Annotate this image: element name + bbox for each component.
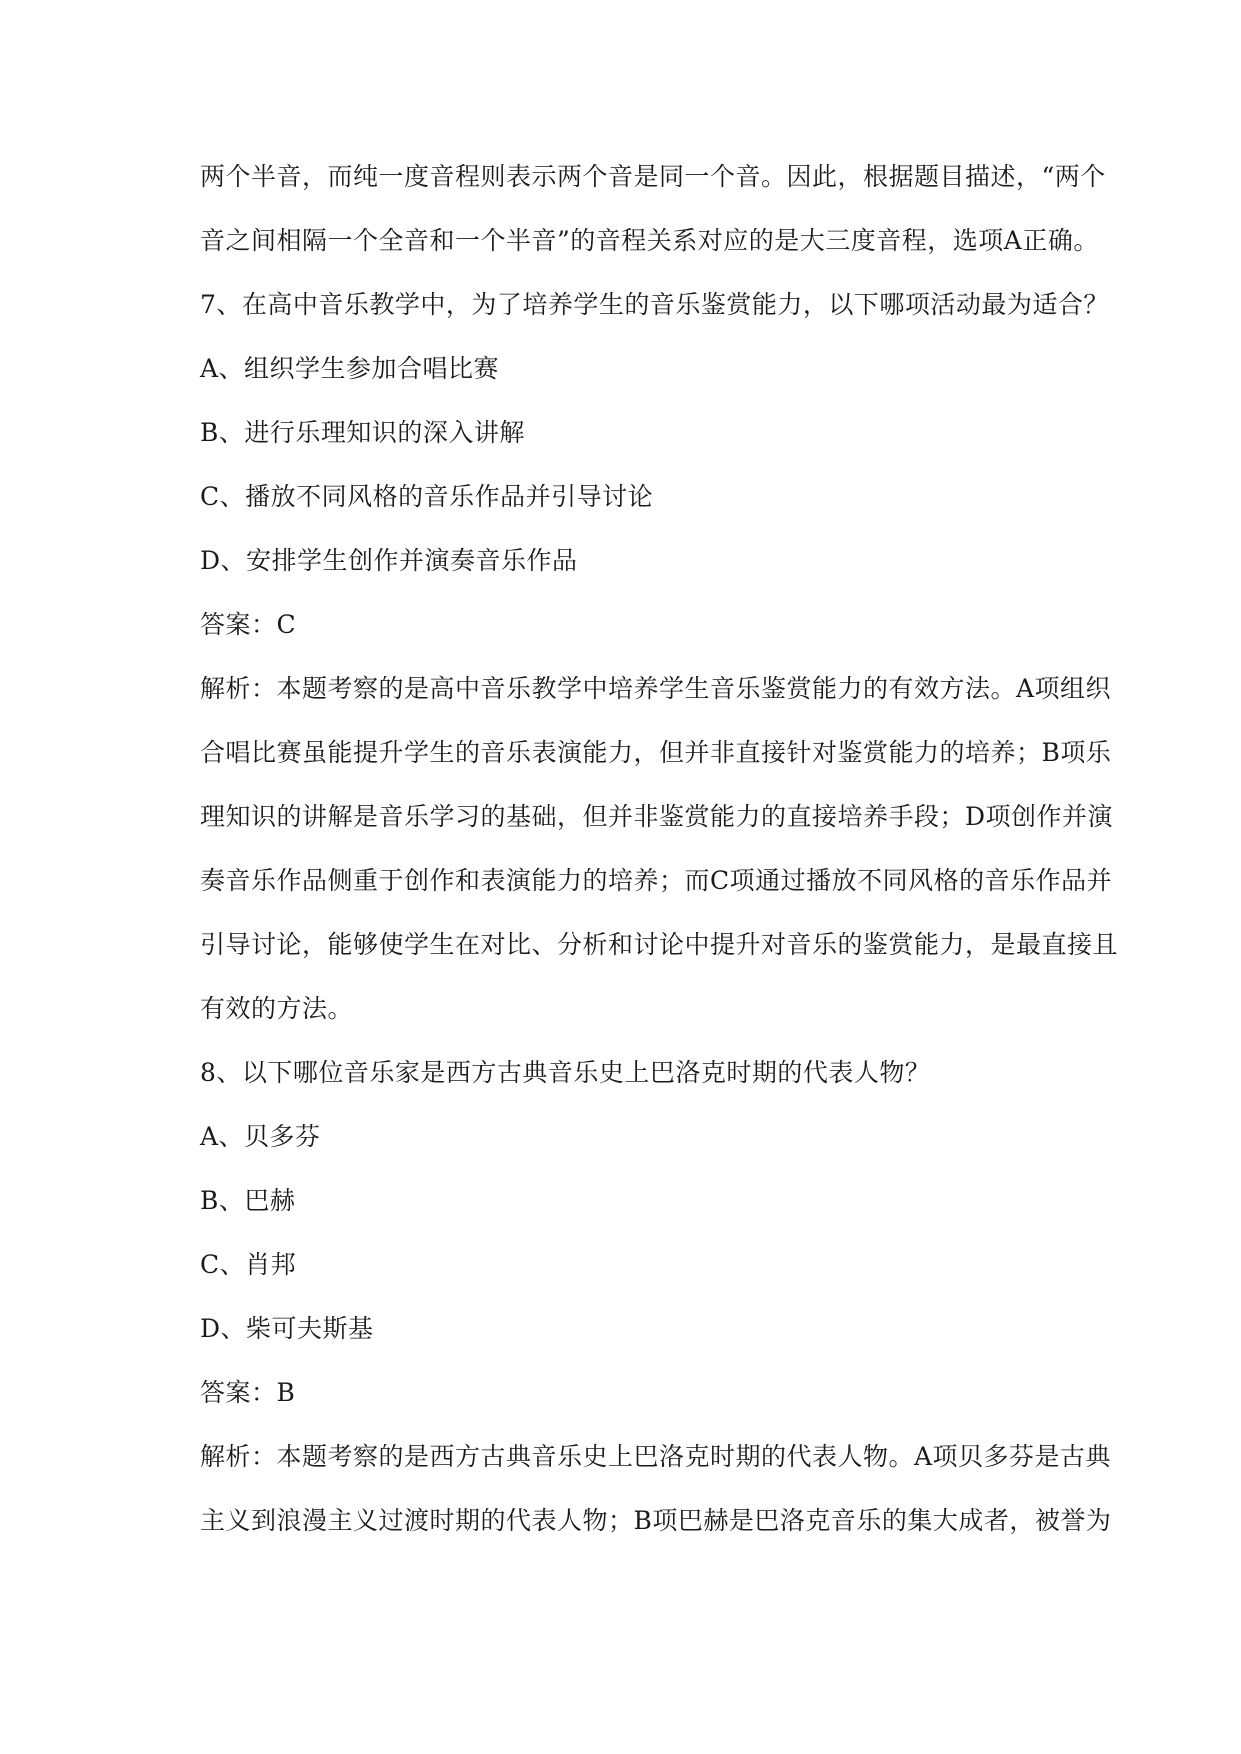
question-7-stem: 7、在高中音乐教学中，为了培养学生的音乐鉴赏能力，以下哪项活动最为适合？	[200, 290, 1109, 319]
question-8-answer: 答案：B	[200, 1378, 296, 1407]
question-7-analysis: 奏音乐作品侧重于创作和表演能力的培养；而C项通过播放不同风格的音乐作品并	[200, 866, 1113, 895]
question-7-answer: 答案：C	[200, 610, 297, 639]
question-7-option-b: B、进行乐理知识的深入讲解	[200, 418, 525, 447]
question-8-analysis: 解析：本题考察的是西方古典音乐史上巴洛克时期的代表人物。A项贝多芬是古典	[200, 1442, 1112, 1471]
text-line: 音之间相隔一个全音和一个半音”的音程关系对应的是大三度音程，选项A正确。	[200, 226, 1099, 255]
document-body	[200, 145, 1119, 1553]
question-7-analysis: 合唱比赛虽能提升学生的音乐表演能力，但并非直接针对鉴赏能力的培养；B项乐	[200, 738, 1112, 767]
question-8-option-d: D、柴可夫斯基	[200, 1314, 374, 1343]
question-7-analysis: 解析：本题考察的是高中音乐教学中培养学生音乐鉴赏能力的有效方法。A项组织	[200, 674, 1112, 703]
question-7-analysis: 有效的方法。	[200, 994, 354, 1023]
question-7-option-c: C、播放不同风格的音乐作品并引导讨论	[200, 482, 654, 511]
question-8-option-c: C、肖邦	[200, 1250, 297, 1279]
question-8-analysis: 主义到浪漫主义过渡时期的代表人物；B项巴赫是巴洛克音乐的集大成者，被誉为	[200, 1506, 1112, 1535]
question-7-option-a: A、组织学生参加合唱比赛	[200, 354, 500, 383]
question-8-option-a: A、贝多芬	[200, 1122, 321, 1151]
question-8-stem: 8、以下哪位音乐家是西方古典音乐史上巴洛克时期的代表人物？	[200, 1058, 931, 1087]
question-7-option-d: D、安排学生创作并演奏音乐作品	[200, 546, 578, 575]
question-7-analysis: 理知识的讲解是音乐学习的基础，但并非鉴赏能力的直接培养手段；D项创作并演	[200, 802, 1114, 831]
text-line: 两个半音，而纯一度音程则表示两个音是同一个音。因此，根据题目描述，“两个	[200, 162, 1106, 191]
question-7-analysis: 引导讨论，能够使学生在对比、分析和讨论中提升对音乐的鉴赏能力，是最直接且	[200, 930, 1119, 959]
question-8-option-b: B、巴赫	[200, 1186, 296, 1215]
